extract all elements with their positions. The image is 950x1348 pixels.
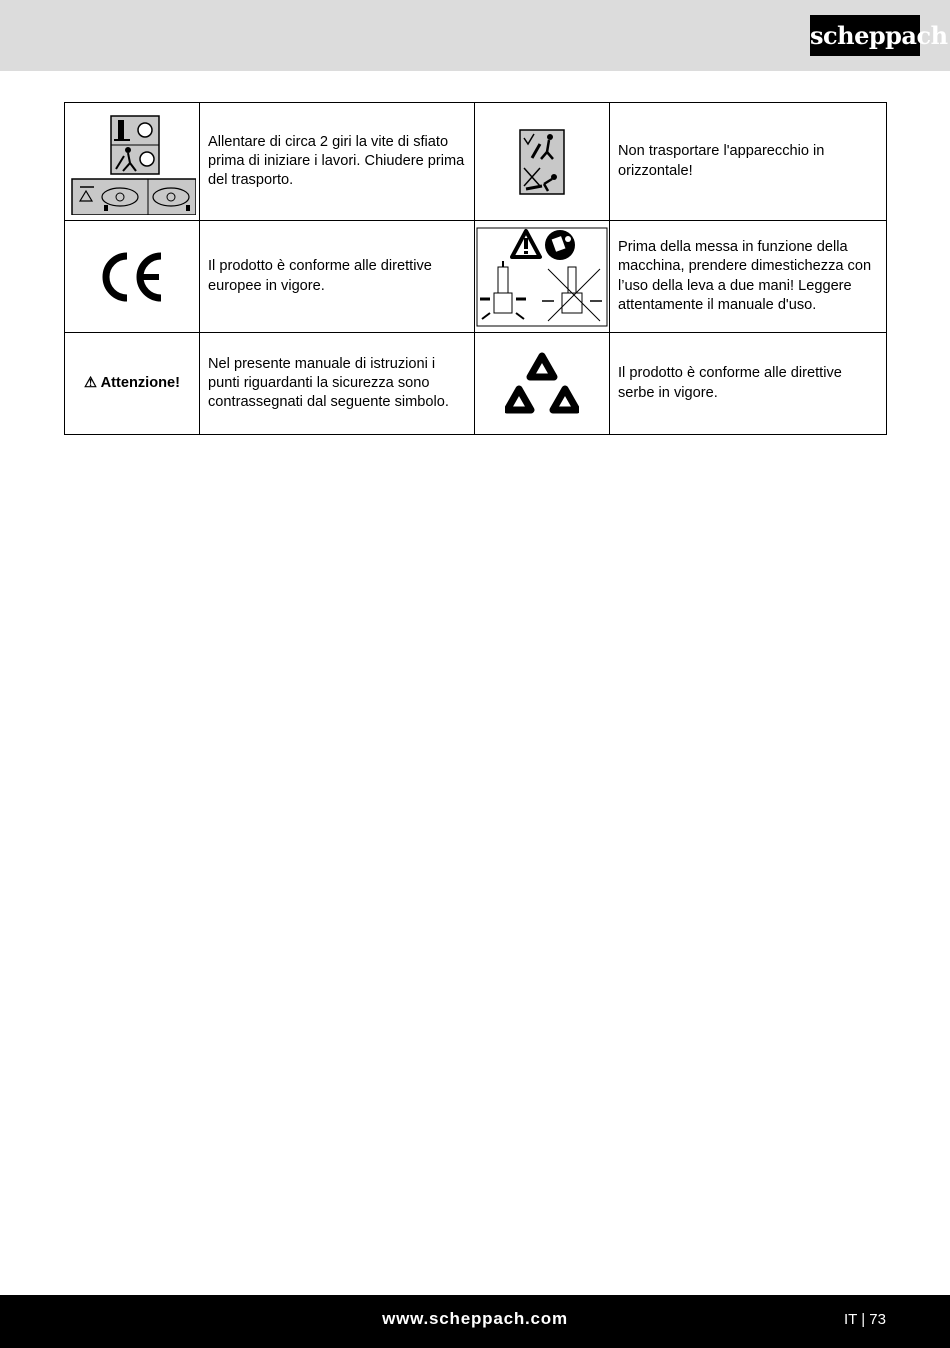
table-row xyxy=(65,221,887,333)
row-2-right-description: Prima della messa in funzione della macchina, prendere dimestichezza con l’uso della leva a due mani! Leggere attentamente il manuale d'uso. xyxy=(610,221,887,333)
row-2-left-description: Il prodotto è conforme alle direttive europee in vigore. xyxy=(200,221,475,333)
two-hand-lever-warning-icon xyxy=(475,221,610,333)
vent-screw-transport-icon xyxy=(65,103,200,221)
table-row xyxy=(65,333,887,435)
scheppach-logo: scheppach xyxy=(810,15,920,56)
row-1-right-description: Non trasportare l'apparecchio in orizzontale! xyxy=(610,103,887,221)
header-band xyxy=(0,0,950,71)
row-3-right-description: Il prodotto è conforme alle direttive serbe in vigore. xyxy=(610,333,887,435)
table-row xyxy=(65,103,887,221)
attention-label: ⚠ Attenzione! xyxy=(65,333,200,435)
no-horizontal-transport-icon xyxy=(475,103,610,221)
row-3-left-description: Nel presente manuale di istruzioni i punti riguardanti la sicurezza sono contrassegnati dal seguente simbolo. xyxy=(200,333,475,435)
footer-bar xyxy=(0,1295,950,1348)
row-1-left-description: Allentare di circa 2 giri la vite di sfiato prima di iniziare i lavori. Chiudere prima del trasporto. xyxy=(200,103,475,221)
page-number: IT | 73 xyxy=(844,1311,886,1328)
ce-mark-icon xyxy=(65,221,200,333)
website-link[interactable]: www.scheppach.com xyxy=(382,1309,568,1328)
serbian-conformity-mark-icon xyxy=(475,333,610,435)
symbol-table xyxy=(64,102,887,435)
